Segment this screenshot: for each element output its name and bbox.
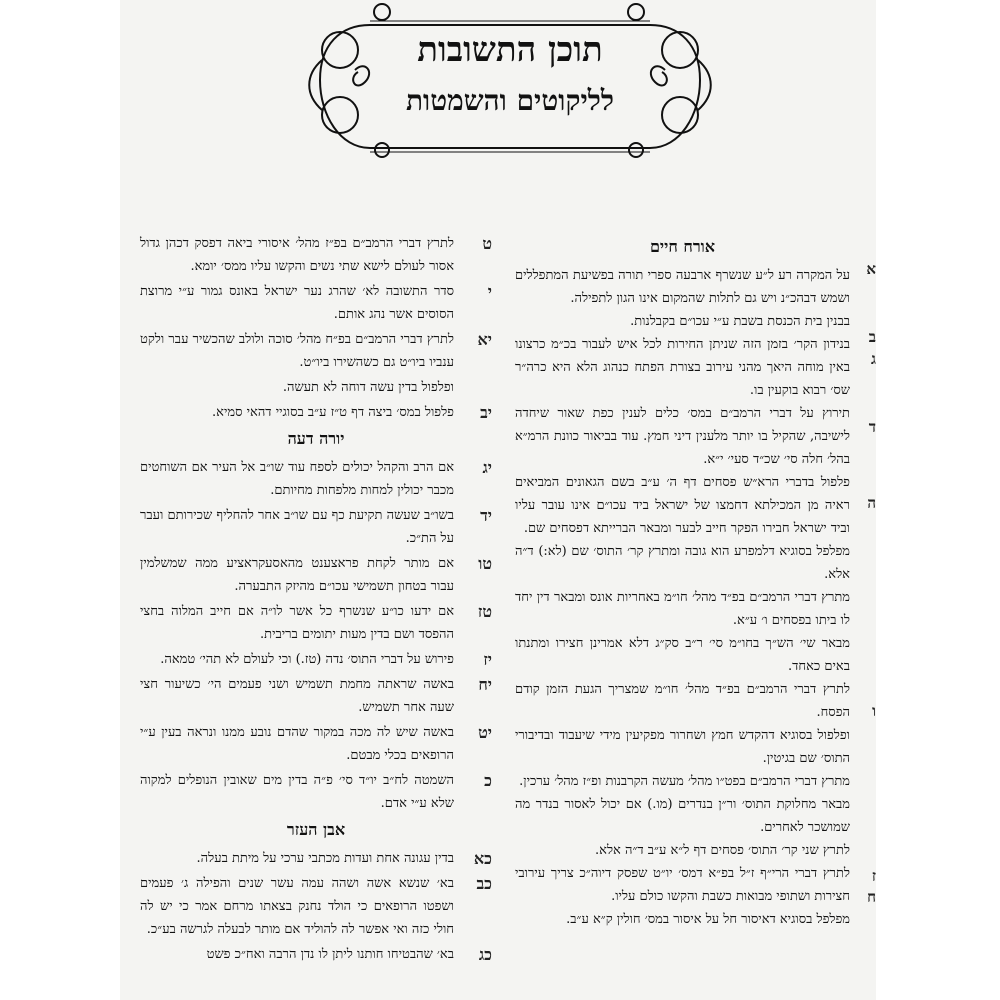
section-heading-orach-chaim: אורח חיים (649, 237, 716, 256)
list-item (140, 376, 492, 399)
section-heading-yoreh-deah: יורה דעה (287, 429, 345, 448)
paragraph: בבנין בית הכנסת בשבת ע״י עכו״ם בקבלנות. (630, 314, 850, 329)
entry-text: סדר התשובה לא׳ שהרג נער ישראל באונס גמור ע״י מרוצת הסוסים אשר נהג אותם. (140, 284, 454, 322)
list-item (140, 280, 492, 326)
paragraph: בנידון הקר׳ בזמן הזה שניתן החירות לכל איש לעבור בכ״מ כרצונו באין מוחה היאך מהני עירוב בצורת הפתח כנהוג הלא היא כרה״ר שס׳ רבוא בוקעין בו. (515, 337, 850, 398)
entry-text: השמטה לח״ב יו״ד סי׳ פ״ה בדין מים שאובין הנופלים למקוה שלא ע״י אדם. (140, 773, 454, 811)
margin-letter: ד (868, 418, 876, 436)
paragraph: מפלפל בסוגיא דאיסור חל על איסור במס׳ חולין ק״א ע״ב. (566, 912, 850, 927)
left-column (140, 232, 492, 968)
entry-text: בא׳ שהבטיחו חותנו ליתן לו נדן הרבה ואח״כ פשט (206, 947, 454, 962)
entry-text: אם ידעו כו״ע שנשרף כל אשר לו״ה אם חייב המלוה בחצי ההפסד ושם בדין מעות יתומים בריבית. (140, 604, 454, 642)
list-item (140, 943, 492, 966)
list-item (140, 872, 492, 941)
entry-text: לתרץ דברי הרמב״ם בפ״ז מהל׳ איסורי ביאה דפסק דכהן גדול אסור לעולם לישא שתי נשים והקשו עליו ממס׳ יומא. (140, 236, 454, 274)
section-heading-even-haezer: אבן העזר (286, 820, 346, 839)
entry-text: בא׳ שנשא אשה ושהה עמה עשר שנים והפילה ג׳ פעמים ושפטו הרופאים כי הולד נחנק בצאתו מרחם אמר כי יש לה חולי כזה ואי אפשר לה להוליד אם מותר לבעלה לגרשה בע״כ. (140, 876, 454, 937)
paragraph: מתרץ דברי הרמב״ם בפט״ו מהל׳ מעשה הקרבנות ופ״ז מהל׳ ערכין. (519, 774, 850, 789)
entry-text: אם הרב והקהל יכולים לספח עוד שו״ב אל העיר אם השוחטים מכבר יכולין למחות מלפחות מחיותם. (140, 460, 454, 498)
page-title: תוכן התשובות (417, 30, 603, 70)
page-margin (876, 0, 1000, 1000)
paragraph: לתרץ שני קר׳ התוס׳ פסחים דף ל״א ע״ב ד״ה אלא. (595, 843, 850, 858)
paragraph: לתרץ דברי הרי״ף ז״ל בפ״א דמס׳ יו״ט שפסק דיוה״כ צריך עירובי חצירות ושתופי מבואות כשבת והקשו כולם עליו. (515, 866, 850, 904)
entry-number: כב (476, 874, 492, 893)
entry-text: בדין עגונה אחת ועדות מכתבי ערכי על מיתת בעלה. (196, 851, 454, 866)
entry-text: באשה שיש לה מכה במקור שהדם נובע ממנו ונראה בעין ע״י הרופאים בכלי מבטם. (140, 725, 454, 763)
margin-letter: ג (871, 350, 876, 368)
entry-number: יד (480, 506, 492, 525)
margin-letter: ח (867, 888, 876, 906)
margin-letter: א (866, 260, 876, 278)
entry-number: יט (478, 723, 492, 742)
entry-number: כג (478, 945, 492, 964)
paragraph: על המקרה רע ל״ע שנשרף ארבעה ספרי תורה בפשיעת המתפללים ושמש דבהכ״נ ויש גם לתלות שהמקום אינו הגון לתפילה. (515, 268, 850, 306)
entry-text: באשה שראתה מחמת תשמיש ושני פעמים הי׳ כשיעור חצי שעה אחר תשמיש. (140, 677, 454, 715)
paragraph: ופלפול בסוגיא דהקדש חמץ ושחרור מפקיעין מידי שיעבוד ובדיבורי התוס׳ שם בגיטין. (515, 728, 850, 766)
paragraph: מפלפל בסוגיא דלמפרע הוא גובה ומתרץ קר׳ התוס׳ שם (לא:) ד״ה אלא. (515, 544, 850, 582)
ornamental-title-frame (300, 0, 720, 160)
entry-text: אם מותר לקחת פראצענט מהאסעקראציע ממה שמשלמין עבור בטחון תשמישי עכו״ם מהיזק התבערה. (140, 556, 454, 594)
list-item (140, 328, 492, 374)
list-item (140, 552, 492, 598)
list-item (140, 232, 492, 278)
entry-number: י (487, 282, 492, 301)
entry-text: ופלפול בדין עשה דוחה לא תעשה. (282, 380, 454, 395)
list-item (140, 847, 492, 870)
list-item (140, 769, 492, 815)
list-item (140, 401, 492, 424)
page-subtitle: לליקוטים והשמטות (405, 84, 614, 117)
list-item (140, 721, 492, 767)
entry-number: כ (484, 771, 492, 790)
margin-letter: ז (871, 867, 876, 885)
entry-text: פירוש על דברי התוס׳ נדה (טז.) וכי לעולם לא תהי׳ טמאה. (160, 652, 454, 667)
entry-number: טז (477, 602, 492, 621)
entry-text: פלפול במס׳ ביצה דף ט״ז ע״ב בסוגיי דהאי סמיא. (212, 405, 454, 420)
list-item (140, 504, 492, 550)
paragraph: לתרץ דברי הרמב״ם בפ״ד מהל׳ חו״מ שמצריך הגעת הזמן קודם הפסח. (515, 682, 850, 720)
list-item (140, 673, 492, 719)
right-column (515, 232, 850, 931)
entry-text: בשו״ב שעשה תקיעת כף עם שו״ב אחר להחליף שכירותם ועבר על הת״כ. (140, 508, 454, 546)
entry-text: לתרץ דברי הרמב״ם בפ״ח מהל׳ סוכה ולולב שהכשיר עבר ולקט ענביו ביו״ט גם כשהשירו ביו״ט. (140, 332, 454, 370)
entry-number: ט (482, 234, 492, 253)
entry-number: יא (477, 330, 492, 349)
paragraph: תירוץ על דברי הרמב״ם במס׳ כלים לענין כפת שאור שיחדה לישיבה, שהקיל בו יותר מלענין דיני חמץ. עוד בביאור כוונת הרמ״א בהל׳ חלה סי׳ שכ״ד סעי׳ י״א. (515, 406, 850, 467)
paragraph: מבאר שי׳ הש״ך בחו״מ סי׳ ר״ב סק״ג דלא אמרינן חצירו ומתנתו באים כאחד. (515, 636, 850, 674)
entry-number: יב (480, 403, 492, 422)
margin-letter: ה (867, 494, 876, 512)
list-item (140, 648, 492, 671)
entry-number: טו (478, 554, 492, 573)
list-item (140, 456, 492, 502)
paragraph: מתרץ דברי הרמב״ם בפ״ד מהל׳ חו״מ באחריות אונס ומבאר דין יחד לו ביתו בפסחים ו׳ ע״א. (515, 590, 850, 628)
entry-number (454, 376, 492, 399)
entry-number: יג (482, 458, 492, 477)
entry-number: יז (483, 650, 492, 669)
paragraph: מבאר מחלוקת התוס׳ ור״ן בנדרים (מו.) אם יכול לאסור בנדר מה שמושכר לאחרים. (515, 797, 850, 835)
paragraph: פלפול בדברי הרא״ש פסחים דף ה׳ ע״ב בשם הגאונים המביאים ראיה מן המכילתא דחמצו של ישראל ביד עכו״ם אינו עובר עליו וביד ישראל חבירו הפקר חייב לבער ומבאר הברייתא דפסחים שם. (515, 475, 850, 536)
entry-number: כא (473, 849, 492, 868)
entry-number: יח (478, 675, 492, 694)
list-item (140, 600, 492, 646)
margin-letter: ב (868, 328, 876, 346)
margin-letter: ו (872, 702, 876, 720)
